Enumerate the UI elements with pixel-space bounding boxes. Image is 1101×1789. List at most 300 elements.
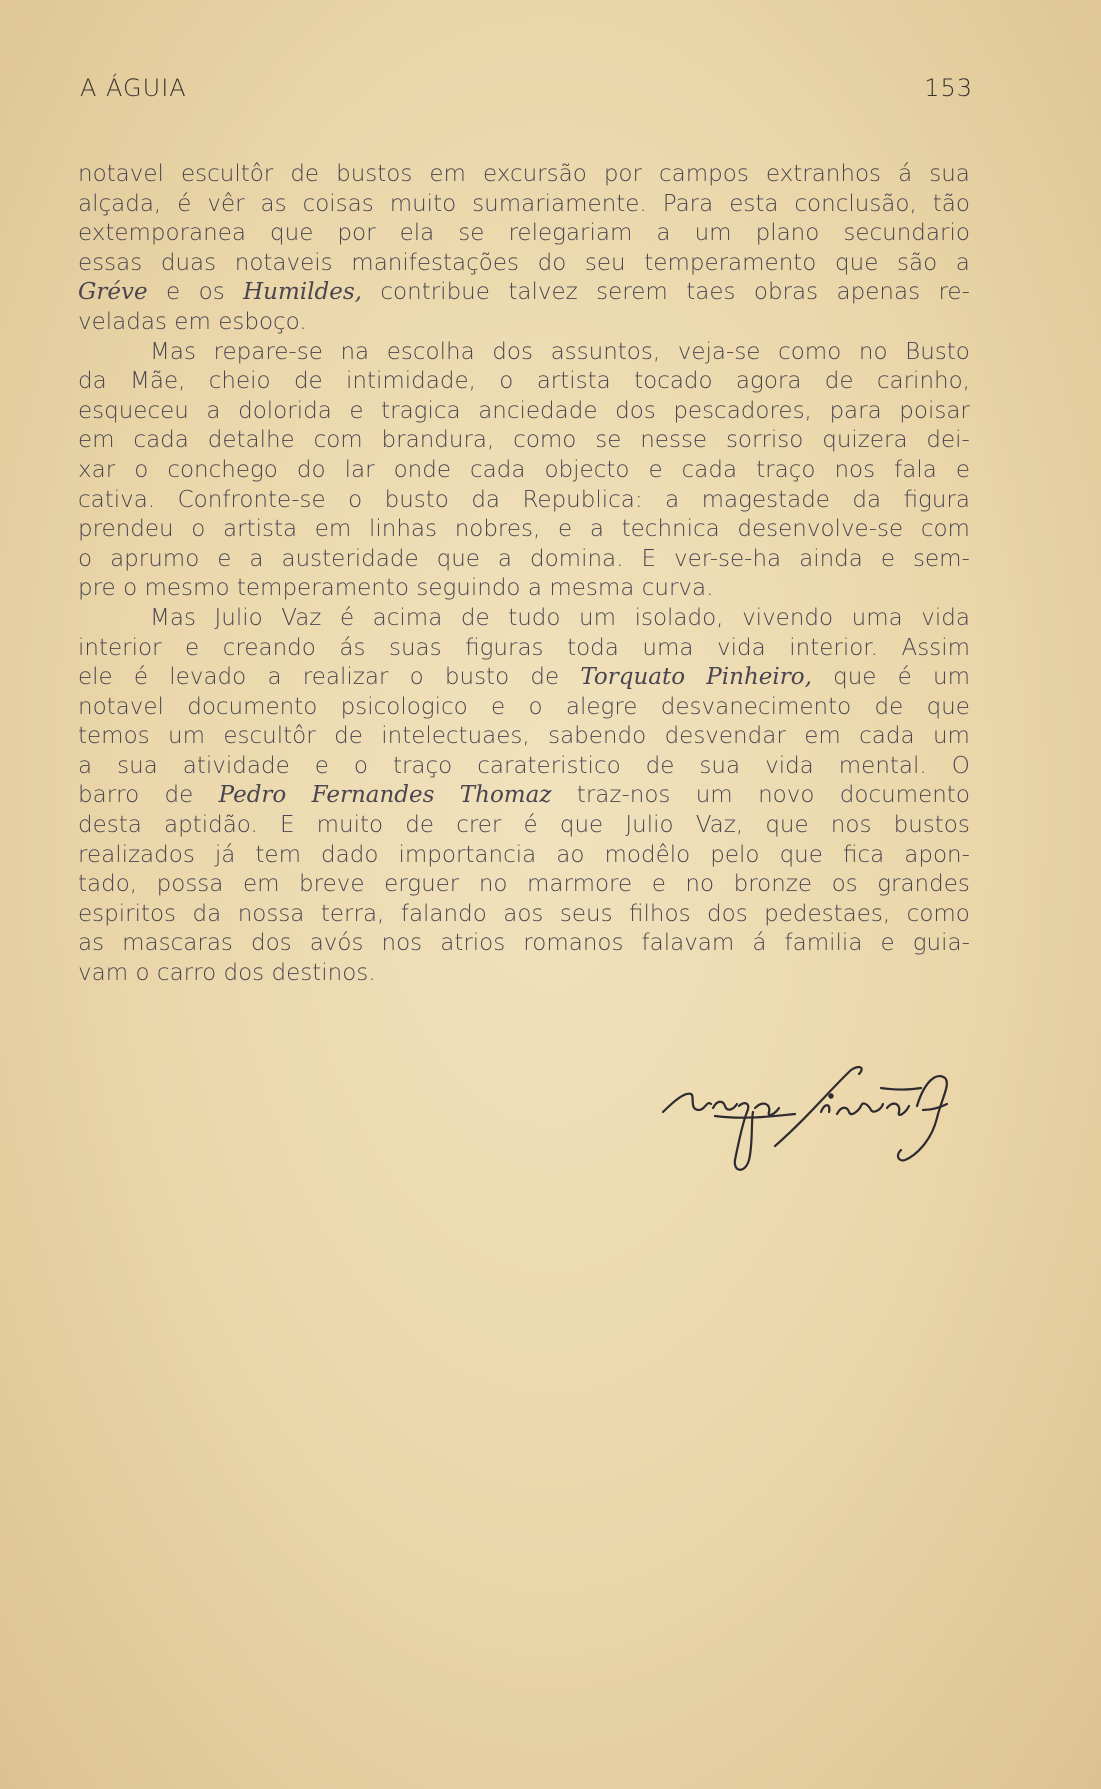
text-word: e (880, 545, 896, 572)
text-word: vida (765, 752, 814, 779)
text-word: cada (133, 427, 189, 454)
text-word: que (926, 693, 970, 720)
text-word: e (955, 456, 970, 483)
text-word: apon- (904, 841, 970, 868)
text-word: dos (707, 900, 748, 927)
text-word: linhas (369, 516, 438, 543)
text-word: novo (758, 782, 815, 809)
text-line (78, 722, 970, 752)
text-word: cada (470, 456, 526, 483)
text-word: sumariamente. (472, 190, 647, 217)
text-word: é (177, 190, 192, 217)
text-word: dei- (926, 427, 970, 454)
text-word: a (656, 220, 671, 247)
text-word: atividade (182, 752, 290, 779)
text-word: repare-se (213, 338, 323, 365)
text-word: figura (903, 486, 970, 513)
text-word: manifestações (351, 249, 519, 276)
text-word: nossa (237, 900, 305, 927)
text-word: barro (78, 782, 140, 809)
text-word: que (436, 545, 480, 572)
text-word: Julio (625, 812, 674, 839)
text-word: Confronte-se (177, 486, 326, 513)
text-word: re- (938, 279, 970, 306)
page-number: 153 (924, 74, 973, 102)
text-word: em (429, 161, 466, 187)
text-word: essas (78, 249, 143, 276)
text-line (78, 604, 970, 634)
text-word: o (348, 486, 363, 513)
text-word: carateristico (477, 752, 621, 779)
text-word: campos (659, 161, 749, 187)
text-line (78, 634, 970, 664)
text-word: tocado (634, 368, 713, 395)
text-word: espiritos (78, 900, 177, 927)
text-word: suas (388, 634, 442, 661)
text-word: isolado, (634, 604, 724, 631)
text-word: um (932, 723, 970, 750)
text-word: o (123, 575, 138, 602)
text-word: assuntos, (550, 338, 661, 365)
text-word: intelectuaes, (381, 723, 530, 750)
text-word: secundario (843, 220, 970, 247)
text-word: desvendar (664, 723, 786, 750)
text-word: E (641, 545, 656, 572)
italic-title-word: Pedro (218, 782, 287, 809)
text-word: Para (662, 190, 714, 217)
signature-drawing (655, 1060, 965, 1190)
text-word: Mãe, (130, 368, 186, 395)
text-word: é (897, 664, 912, 691)
text-word: ainda (799, 545, 863, 572)
text-word: bustos (893, 812, 970, 839)
text-word: Assim (901, 634, 970, 661)
text-word: austeridade (281, 545, 419, 572)
text-word: extranhos (765, 161, 882, 187)
text-line (78, 426, 970, 456)
text-word: quizera (822, 427, 908, 454)
text-word: atrios (440, 930, 506, 957)
text-word: crer (456, 812, 502, 839)
text-word: objecto (544, 456, 630, 483)
text-word: e (166, 279, 181, 306)
italic-title-word: Fernandes (311, 782, 435, 809)
text-word: do (537, 249, 567, 276)
text-word: obras (753, 279, 819, 306)
text-word: realizar (302, 664, 389, 691)
text-word: erguer (384, 871, 460, 898)
text-word: esta (729, 190, 779, 217)
text-word: o (134, 456, 149, 483)
text-word: ele (78, 664, 113, 691)
text-word: ás (339, 634, 366, 661)
text-word: a (665, 486, 680, 513)
text-word: nos (381, 930, 423, 957)
text-word: xar (78, 456, 116, 483)
text-word: em (804, 723, 841, 750)
text-line (78, 397, 970, 427)
text-word: temperamento (644, 249, 817, 276)
text-word: carinho, (876, 368, 970, 395)
text-word: bronze (733, 871, 813, 898)
text-word: em (78, 427, 115, 454)
text-word: interior (78, 634, 162, 661)
text-word: levado (169, 664, 247, 691)
text-word: o (191, 516, 206, 543)
text-word: notaveis (234, 249, 333, 276)
text-word: busto (444, 664, 510, 691)
text-word: as (260, 190, 287, 217)
text-word: temos (78, 723, 150, 750)
text-word: bustos (336, 161, 413, 187)
text-word: falavam (641, 930, 735, 957)
text-word: a (249, 545, 264, 572)
text-word: de (460, 604, 490, 631)
text-word: coisas (302, 190, 374, 217)
text-word: Republica: (522, 486, 643, 513)
text-word: duas (160, 249, 217, 276)
text-line (78, 545, 970, 575)
text-word: psicologico (340, 693, 468, 720)
text-word: conchego (167, 456, 278, 483)
text-word: alçada, (78, 190, 162, 217)
text-word: notavel (78, 693, 164, 720)
text-word: fica (842, 841, 885, 868)
text-word: nos (834, 456, 876, 483)
text-word: tudo (508, 604, 561, 631)
text-word: a (78, 752, 93, 779)
italic-title-word: Gréve (78, 279, 148, 306)
text-line (78, 308, 970, 338)
text-word: mascaras (122, 930, 233, 957)
text-word: filhos (629, 900, 691, 927)
text-line (78, 515, 970, 545)
text-word: serem (596, 279, 668, 306)
text-word: interior. (789, 634, 878, 661)
text-word: cada (859, 723, 915, 750)
text-word: é (339, 604, 355, 631)
text-line (78, 486, 970, 516)
text-word: prendeu (78, 516, 174, 543)
text-word: brandura, (381, 427, 495, 454)
text-word: da (471, 486, 501, 513)
text-word: fala (894, 456, 937, 483)
text-word: seus (559, 900, 613, 927)
text-word: no (858, 338, 888, 365)
text-word: aptidão. (164, 812, 258, 839)
text-line (78, 249, 970, 279)
text-word: de (290, 161, 320, 187)
text-word: ao (556, 841, 585, 868)
text-word: Vaz, (695, 812, 744, 839)
text-line (78, 663, 970, 693)
text-word: que (779, 841, 823, 868)
text-word: á (898, 161, 913, 187)
text-word: contribue (380, 279, 490, 306)
text-word: no (685, 871, 715, 898)
text-word: documento (187, 693, 318, 720)
text-word: sua (929, 161, 970, 187)
text-word: de (334, 723, 363, 750)
text-word: e (491, 693, 506, 720)
text-word: pre (78, 575, 116, 602)
text-word: por (337, 220, 376, 247)
text-word: tão (932, 190, 970, 217)
text-word: a (206, 397, 221, 424)
article-body (78, 160, 970, 989)
text-word: creando (222, 634, 316, 661)
text-word: tragica (381, 397, 461, 424)
text-word: da (852, 486, 882, 513)
text-line (78, 870, 970, 900)
text-word: e (217, 545, 232, 572)
text-word: conclusão, (794, 190, 917, 217)
text-word: traz-nos (576, 782, 671, 809)
text-word: um (933, 664, 970, 691)
text-word: technica (621, 516, 720, 543)
text-word: possa (156, 871, 224, 898)
text-word: e (648, 456, 663, 483)
text-word: a (589, 516, 604, 543)
text-word: é (133, 664, 149, 691)
text-word: já (214, 841, 236, 868)
text-word: na (340, 338, 370, 365)
text-word: se (595, 427, 622, 454)
running-header (80, 74, 973, 102)
text-word: dos (223, 960, 265, 987)
text-word: um (695, 782, 733, 809)
text-word: cheio (208, 368, 271, 395)
text-word: intimidade, (346, 368, 476, 395)
text-word: aprumo (110, 545, 200, 572)
text-word: escultôr (180, 161, 274, 187)
text-line (78, 574, 970, 604)
text-word: importancia (398, 841, 537, 868)
text-word: pedestaes, (764, 900, 891, 927)
text-word: á (752, 930, 767, 957)
text-word: do (296, 456, 326, 483)
text-word: veja-se (677, 338, 761, 365)
text-word: nos (830, 812, 872, 839)
text-word: a (527, 575, 542, 602)
text-word: agora (735, 368, 802, 395)
text-word: e (185, 634, 200, 661)
text-word: notavel (78, 161, 164, 187)
text-word: talvez (508, 279, 578, 306)
text-word: dado (321, 841, 379, 868)
text-word: desvanecimento (660, 693, 852, 720)
text-line (78, 693, 970, 723)
text-word: para (829, 397, 882, 424)
text-word: vida (717, 634, 766, 661)
text-word: vida (921, 604, 970, 631)
text-word: que (835, 249, 879, 276)
text-word: Julio (214, 604, 263, 631)
text-word: domina. (530, 545, 624, 572)
text-word: que (833, 664, 877, 691)
text-word: a (955, 249, 970, 276)
text-word: por (603, 161, 642, 187)
text-word: mesmo (144, 575, 230, 602)
text-word: terra, (320, 900, 385, 927)
text-line (78, 811, 970, 841)
text-word: uma (851, 604, 903, 631)
text-word: que (270, 220, 314, 247)
text-line (78, 929, 970, 959)
text-word: é (523, 812, 538, 839)
text-word: guia- (912, 930, 970, 957)
text-word: seu (584, 249, 626, 276)
text-word: dos (250, 930, 292, 957)
journal-title: A ÁGUIA (80, 74, 187, 102)
text-word: muito (389, 190, 457, 217)
text-word: nesse (640, 427, 708, 454)
text-word: vam (78, 960, 129, 987)
text-word: e (314, 752, 329, 779)
text-word: sua (117, 752, 158, 779)
text-word: cada (681, 456, 738, 483)
text-word: a (497, 545, 513, 572)
text-word: documento (839, 782, 970, 809)
text-word: em (314, 516, 352, 543)
text-word: excursão (483, 161, 587, 187)
text-word: de (530, 664, 560, 691)
text-word: realizados (78, 841, 195, 868)
text-word: detalhe (207, 427, 295, 454)
text-word: anciedade (478, 397, 598, 424)
text-word: Mas (150, 338, 196, 365)
text-word: dos (615, 397, 656, 424)
text-word: de (874, 693, 904, 720)
text-word: esboço. (218, 308, 307, 335)
text-word: curva. (641, 575, 714, 602)
text-word: que (765, 812, 809, 839)
text-word: dos (492, 338, 533, 365)
text-word: destinos. (271, 960, 376, 987)
text-word: são (897, 249, 938, 276)
text-word: como (513, 427, 577, 454)
text-word: Vaz (281, 604, 322, 631)
text-word: escolha (386, 338, 475, 365)
text-line (78, 900, 970, 930)
text-word: de (164, 782, 194, 809)
text-word: a (267, 664, 282, 691)
text-line (78, 959, 970, 989)
italic-title-word: Thomaz (459, 782, 552, 809)
text-word: de (405, 812, 435, 839)
text-line (78, 781, 970, 811)
text-word: como (906, 900, 970, 927)
text-word: da (78, 368, 107, 395)
text-word: de (645, 752, 675, 779)
text-word: ela (399, 220, 435, 247)
text-word: com (920, 516, 970, 543)
text-word: no (478, 871, 508, 898)
text-word: de (824, 368, 854, 395)
text-word: pescadores, (673, 397, 812, 424)
handwritten-signature (655, 1060, 965, 1190)
text-word: onde (393, 456, 451, 483)
text-word: mesma (549, 575, 635, 602)
text-word: escultôr (223, 723, 316, 750)
text-line (78, 190, 970, 220)
text-word: sem- (913, 545, 970, 572)
text-word: sorriso (725, 427, 804, 454)
text-word: O (951, 752, 970, 779)
text-word: em (174, 308, 211, 335)
text-word: o (135, 960, 150, 987)
text-word: magestade (701, 486, 830, 513)
text-word: o (409, 664, 424, 691)
text-word: um (694, 220, 732, 247)
text-word: veladas (78, 308, 167, 335)
text-word: desta (78, 812, 142, 839)
text-word: falando (400, 900, 487, 927)
text-word: em (242, 871, 280, 898)
text-word: e (651, 871, 666, 898)
text-word: da (192, 900, 222, 927)
text-word: tem (255, 841, 301, 868)
text-line (78, 752, 970, 782)
text-word: Mas (150, 604, 196, 631)
text-line (78, 456, 970, 486)
text-word: acima (372, 604, 443, 631)
text-word: e (349, 397, 364, 424)
text-word: sua (699, 752, 741, 779)
text-word: uma (642, 634, 694, 661)
text-word: pelo (710, 841, 760, 868)
text-word: temperamento (236, 575, 409, 602)
text-word: e (558, 516, 573, 543)
text-word: sabendo (548, 723, 647, 750)
text-word: seguindo (416, 575, 521, 602)
text-word: mental. (838, 752, 927, 779)
text-word: toda (567, 634, 619, 661)
text-word: traço (392, 752, 453, 779)
text-word: marmore (527, 871, 633, 898)
text-word: as (78, 930, 105, 957)
text-word: artista (223, 516, 298, 543)
text-word: breve (299, 871, 365, 898)
text-word: como (778, 338, 842, 365)
italic-title-word: Torquato (580, 664, 686, 691)
text-line (78, 278, 970, 308)
text-word: vivendo (742, 604, 834, 631)
text-word: familia (784, 930, 863, 957)
italic-title-word: Pinheiro, (706, 664, 812, 691)
text-word: figuras (465, 634, 544, 661)
text-word: taes (686, 279, 736, 306)
italic-title-word: Humildes, (243, 279, 362, 306)
text-word: aos (503, 900, 544, 927)
text-word: o (528, 693, 543, 720)
text-line (78, 367, 970, 397)
text-word: tado, (78, 871, 138, 898)
text-word: extemporanea (78, 220, 246, 247)
text-word: um (168, 723, 206, 750)
text-word: o (353, 752, 368, 779)
text-line (78, 841, 970, 871)
text-word: Busto (905, 338, 970, 365)
text-line (78, 338, 970, 368)
text-word: dolorida (238, 397, 332, 424)
text-word: apenas (836, 279, 921, 306)
text-word: o (499, 368, 514, 395)
text-word: E (279, 812, 295, 839)
text-word: de (293, 368, 323, 395)
text-line (78, 160, 970, 190)
text-word: avós (309, 930, 364, 957)
